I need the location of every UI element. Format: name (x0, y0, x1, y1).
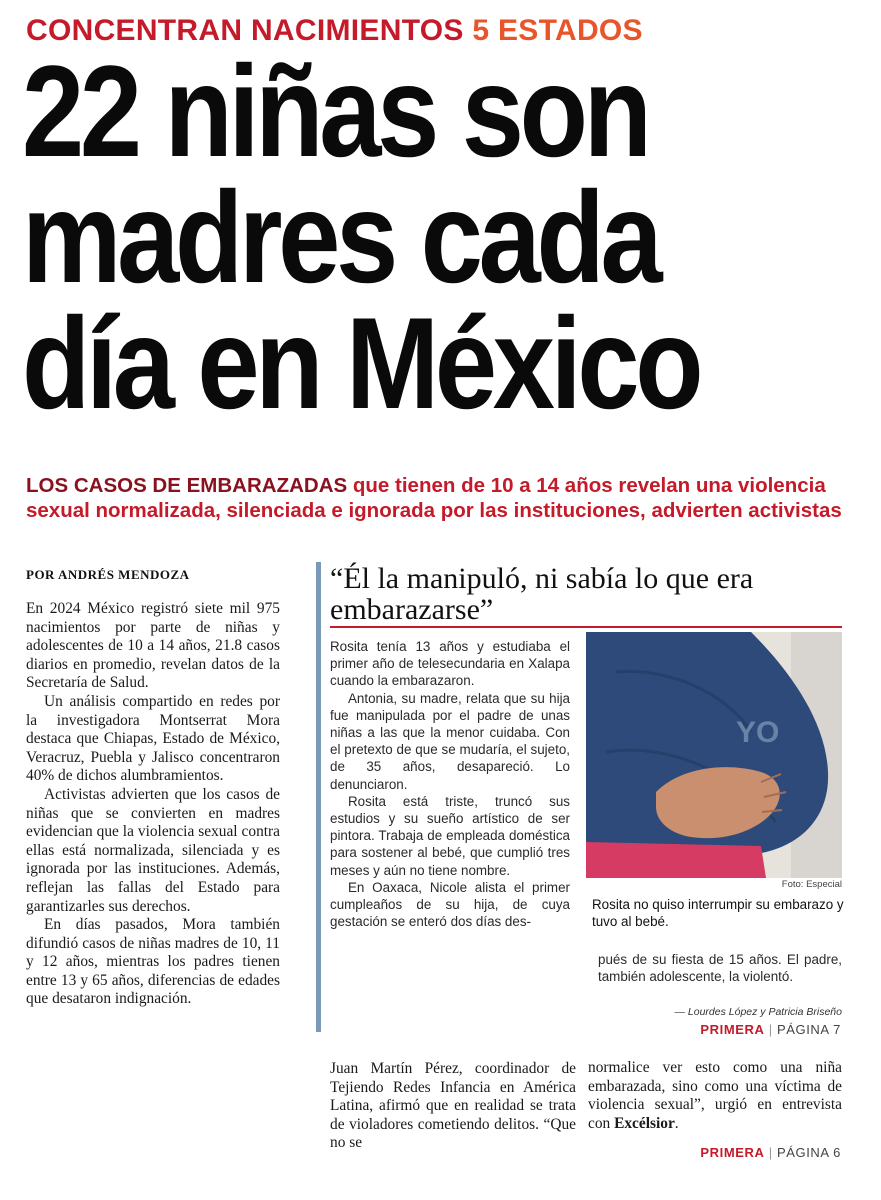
paragraph-end: . (674, 1114, 679, 1132)
paragraph: Un análisis compartido en redes por la investigadora Montserrat Mora destaca que Chiapas, Estado de México, Veracruz, Puebla y Jalisco concentraron 40% de dichos alumbramientos. (26, 692, 280, 785)
photo-illustration (586, 632, 842, 878)
paragraph (588, 1059, 842, 1133)
kicker-main: CONCENTRAN NACIMIENTOS (26, 14, 464, 47)
main-column (26, 600, 280, 1009)
deck-lead: LOS CASOS DE EMBARAZADAS (26, 474, 348, 497)
deck (26, 473, 856, 523)
sidebar-rule (316, 562, 321, 1032)
bottom-column-right (588, 1059, 842, 1133)
reference-section: PRIMERA (700, 1145, 765, 1160)
reference-page: PÁGINA 6 (776, 1145, 841, 1160)
reference-separator: | (768, 1022, 773, 1037)
photo-caption: Rosita no quiso interrumpir su embarazo y tuvo al bebé. (592, 897, 844, 929)
bottom-column-left (330, 1060, 576, 1153)
headline-line: día en México (22, 290, 700, 436)
paragraph-text: normalice ver esto como una niña embarazada, sino como una víctima de violencia sexual”, urgió en entrevista con (588, 1059, 842, 1132)
paragraph: En 2024 México registró siete mil 975 nacimientos por parte de niñas y adolescentes de 10 a 14 años, 21.8 casos diarios en promedio, revelan datos de la Secretaría de Salud. (26, 600, 280, 692)
reference-separator: | (768, 1145, 773, 1160)
byline: POR ANDRÉS MENDOZA (26, 567, 190, 582)
headline-line: madres cada (22, 164, 659, 310)
page-reference (700, 1022, 841, 1037)
photo-pregnant-girl (586, 632, 842, 878)
paragraph: Activistas advierten que los casos de niñas que se convierten en madres evidencian que la violencia sexual contra ellas está normalizada, silenciada y es ignorada por las instituciones. Además, reflejan las fallas del Estado para garantizarles sus derechos. (26, 785, 280, 915)
kicker-highlight: 5 ESTADOS (472, 14, 643, 47)
paragraph: Rosita está triste, truncó sus estudios y su sueño artístico de ser pintora. Trabaja de empleada doméstica para sostener al bebé, que cumplió tres meses y aún no tiene nombre. (330, 793, 570, 878)
paragraph: Rosita tenía 13 años y estudiaba el primer año de telesecundaria en Xalapa cuando la embarazaron. (330, 639, 570, 689)
headline (22, 38, 749, 436)
paragraph: Juan Martín Pérez, coordinador de Tejiendo Redes Infancia en América Latina, afirmó que en realidad se trata de violadores cometiendo delitos. “Que no se (330, 1060, 576, 1152)
paragraph: Antonia, su madre, relata que su hija fue manipulada por el padre de unas niñas a las que la menor cuidaba. Con el pretexto de que se mudaría, el sujeto, de 35 años, desapareció. Lo denunciaron. (330, 690, 570, 792)
paragraph: pués de su fiesta de 15 años. El padre, también adolescente, la violentó. (598, 952, 842, 985)
paragraph: En Oaxaca, Nicole alista el primer cumpleaños de su hija, de cuya gestación se enteró dos días des- (330, 879, 570, 930)
page-reference (700, 1145, 841, 1160)
photo-credit: Foto: Especial (781, 879, 842, 890)
sidebar-headline: “Él la manipuló, ni sabía lo que era embarazarse” (330, 562, 754, 626)
headline-line: 22 niñas son (22, 38, 648, 184)
paragraph: En días pasados, Mora también difundió casos de niñas madres de 10, 11 y 12 años, mientras los padres tienen entre 13 y 65 años, diferencias de edades que desataron indignación. (26, 916, 280, 1008)
reference-section: PRIMERA (700, 1022, 765, 1037)
newspaper-name: Excélsior (614, 1114, 675, 1132)
sidebar-continuation (598, 951, 842, 985)
svg-text:YO: YO (736, 716, 780, 749)
sidebar-headline-rule (330, 626, 842, 628)
deck-rest: que tienen de 10 a 14 años revelan una violencia sexual normalizada, silenciada e ignorada por las instituciones, advierten activistas (26, 474, 842, 522)
sidebar-column (330, 638, 570, 930)
reference-page: PÁGINA 7 (776, 1022, 841, 1037)
sidebar-signature: — Lourdes López y Patricia Briseño (674, 1006, 842, 1018)
